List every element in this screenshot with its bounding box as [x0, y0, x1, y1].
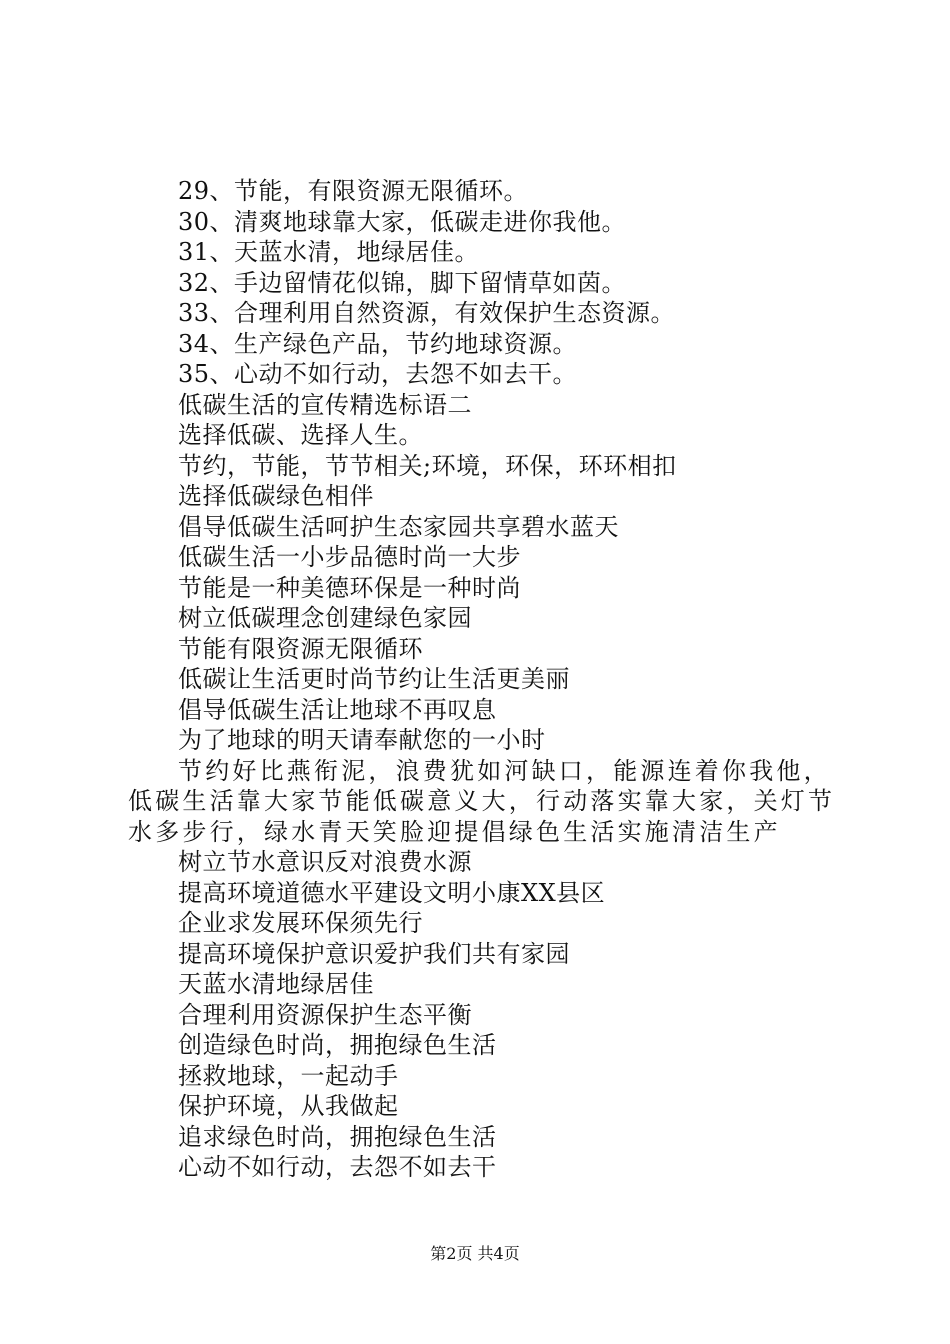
text-line: 32、手边留情花似锦，脚下留情草如茵。	[178, 268, 627, 297]
text-line: 31、天蓝水清，地绿居佳。	[178, 238, 480, 266]
text-line: 低碳生活一小步品德时尚一大步	[178, 543, 521, 571]
body-paragraph: 节约好比燕衔泥，浪费犹如河缺口，能源连着你我他，低碳生活靠大家节能低碳意义大，行动落实靠大家，关灯节水多步行，绿水青天笑脸迎提倡绿色生活实施清洁生产	[128, 756, 836, 846]
text-line: 29、节能，有限资源无限循环。	[178, 177, 529, 205]
text-line: 天蓝水清地绿居佳	[178, 970, 374, 998]
text-line: 拯救地球，一起动手	[178, 1061, 399, 1090]
text-line: 追求绿色时尚，拥抱绿色生活	[178, 1122, 497, 1151]
text-line: 节能是一种美德环保是一种时尚	[178, 573, 521, 602]
text-line: 选择低碳绿色相伴	[178, 482, 374, 510]
text-line: 树立低碳理念创建绿色家园	[178, 604, 472, 632]
text-line: 34、生产绿色产品，节约地球资源。	[178, 329, 578, 358]
text-line: 节能有限资源无限循环	[178, 634, 423, 663]
text-line: 30、清爽地球靠大家，低碳走进你我他。	[178, 207, 627, 236]
text-line: 节约，节能，节节相关;环境，环保，环环相扣	[178, 451, 677, 480]
text-line: 33、合理利用自然资源，有效保护生态资源。	[178, 299, 676, 327]
text-line: 心动不如行动，去怨不如去干	[178, 1153, 497, 1181]
page-footer: 第2页 共4页	[430, 1244, 520, 1263]
text-line: 保护环境，从我做起	[178, 1092, 399, 1120]
document-body	[128, 176, 838, 1183]
text-line: 35、心动不如行动，去怨不如去干。	[178, 360, 578, 388]
text-line: 创造绿色时尚，拥抱绿色生活	[178, 1031, 497, 1059]
slogan-list-bottom	[128, 847, 838, 1183]
text-line: 倡导低碳生活呵护生态家园共享碧水蓝天	[178, 512, 619, 541]
text-line: 提高环境保护意识爱护我们共有家园	[178, 939, 570, 968]
text-line: 提高环境道德水平建设文明小康XX县区	[178, 878, 606, 907]
slogan-list-top	[128, 176, 838, 756]
text-line: 树立节水意识反对浪费水源	[178, 848, 472, 876]
text-line: 倡导低碳生活让地球不再叹息	[178, 695, 497, 724]
text-line: 为了地球的明天请奉献您的一小时	[178, 726, 546, 754]
text-line: 选择低碳、选择人生。	[178, 421, 423, 449]
text-line: 低碳生活的宣传精选标语二	[178, 390, 472, 419]
text-line: 低碳让生活更时尚节约让生活更美丽	[178, 665, 570, 693]
text-line: 企业求发展环保须先行	[178, 909, 423, 937]
text-line: 合理利用资源保护生态平衡	[178, 1000, 472, 1029]
